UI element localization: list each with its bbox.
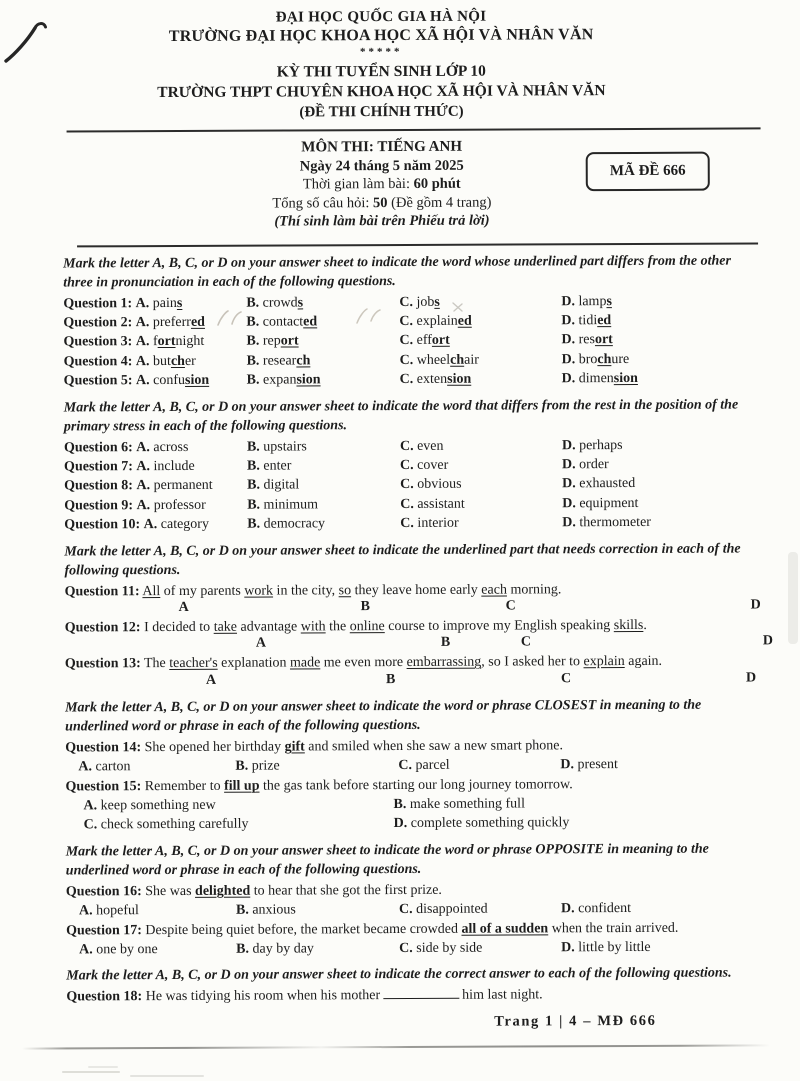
option-letter: C. bbox=[399, 352, 414, 368]
option-letter: D. bbox=[562, 495, 576, 512]
option-letter: C. bbox=[400, 516, 414, 532]
option bbox=[561, 330, 763, 350]
option-letter: C. bbox=[400, 496, 414, 512]
question-label: Question 9: bbox=[64, 497, 134, 514]
sentence-text: All of my parents work in the city, so they leave home early each morning. bbox=[142, 581, 562, 599]
question-label: Question 14: bbox=[65, 739, 142, 756]
option-letter: A. bbox=[135, 295, 150, 311]
duration-value: 60 phút bbox=[413, 175, 461, 192]
option-word: order bbox=[579, 457, 609, 473]
option-word: obvious bbox=[417, 477, 462, 493]
option-word: include bbox=[153, 458, 195, 475]
question-label: Question 2: bbox=[63, 315, 133, 331]
options-row bbox=[66, 899, 766, 921]
question-label: Question 17: bbox=[66, 922, 142, 939]
option bbox=[399, 900, 561, 920]
question-row bbox=[64, 513, 764, 535]
option-word: check something carefully bbox=[100, 817, 249, 833]
option-word: day by day bbox=[252, 941, 314, 957]
option bbox=[400, 494, 562, 514]
option bbox=[64, 371, 247, 391]
option bbox=[79, 901, 236, 921]
exam-date: Ngày 24 tháng 5 năm 2025 bbox=[299, 157, 464, 174]
option-letter: B. bbox=[246, 333, 260, 349]
option-letter: D. bbox=[561, 313, 576, 329]
question-label: Question 6: bbox=[63, 439, 133, 456]
option-word: perhaps bbox=[579, 437, 623, 453]
option bbox=[561, 291, 763, 311]
exam-school: TRƯỜNG THPT CHUYÊN KHOA HỌC XÃ HỘI VÀ NHÂN VĂN bbox=[157, 82, 606, 102]
option bbox=[399, 292, 561, 312]
option-word: resort bbox=[578, 332, 613, 348]
option-word: cover bbox=[417, 457, 449, 473]
answer-letter: B bbox=[440, 635, 451, 651]
exam-type: (ĐỀ THI CHÍNH THỨC) bbox=[299, 103, 464, 121]
option bbox=[400, 350, 562, 370]
option-letter: B. bbox=[235, 902, 249, 918]
option-letter: B. bbox=[246, 295, 260, 311]
option-word: equipment bbox=[579, 495, 639, 511]
option bbox=[560, 755, 765, 775]
sentence-text: I decided to take advantage with the online course to improve my English speaking skills. bbox=[140, 617, 647, 636]
option-word: report bbox=[262, 333, 299, 349]
section-instructions-opposite: Mark the letter A, B, C, or D on your answer sheet to indicate the word or phrase OPPOSITE in meaning to the underlined word or phrase in each of the following questions. bbox=[65, 841, 709, 879]
question-label: Question 7: bbox=[64, 459, 133, 475]
option-word: extension bbox=[416, 371, 472, 388]
option-letter: D. bbox=[561, 293, 575, 309]
option bbox=[247, 437, 400, 457]
page-edge-line bbox=[22, 1044, 770, 1049]
option-letter: A. bbox=[135, 334, 150, 350]
horizontal-rule-top bbox=[67, 127, 761, 132]
option bbox=[235, 756, 398, 776]
option bbox=[64, 351, 247, 371]
option bbox=[64, 457, 247, 477]
option-letter: A. bbox=[83, 798, 98, 814]
smudge-mark bbox=[450, 300, 466, 314]
option-letter: D. bbox=[561, 351, 576, 368]
option bbox=[64, 495, 247, 515]
option bbox=[247, 351, 400, 371]
option-word: butcher bbox=[153, 353, 196, 369]
answer-letter: A bbox=[178, 599, 189, 615]
option-letter: B. bbox=[235, 758, 249, 774]
option-word: disappointed bbox=[416, 901, 488, 918]
section-instructions-correct: Mark the letter A, B, C, or D on your answer sheet to indicate the correct answer to each of the following questions. bbox=[66, 966, 732, 984]
option-word: confident bbox=[578, 901, 631, 917]
option bbox=[562, 369, 764, 389]
option bbox=[562, 493, 764, 513]
option bbox=[561, 937, 766, 957]
answer-letter-row bbox=[65, 671, 765, 691]
option-letter: D. bbox=[562, 476, 576, 492]
university-name: ĐẠI HỌC QUỐC GIA HÀ NỘI bbox=[275, 8, 487, 26]
question-label: Question 1: bbox=[63, 295, 133, 311]
sentence-text: He was tidying his room when his mother him last night. bbox=[142, 987, 543, 1005]
option-word: preferred bbox=[152, 314, 205, 330]
option-word: anxious bbox=[252, 902, 296, 918]
option-word: exhausted bbox=[579, 476, 636, 492]
option-word: hopeful bbox=[96, 903, 139, 919]
option-letter: A. bbox=[143, 517, 158, 533]
option-letter: A. bbox=[136, 478, 151, 494]
blank-line bbox=[383, 986, 459, 999]
option-word: research bbox=[262, 353, 311, 369]
option-letter: A. bbox=[136, 497, 151, 513]
option-letter: B. bbox=[236, 941, 250, 957]
option bbox=[247, 370, 400, 390]
option-letter: A. bbox=[78, 759, 93, 775]
pencil-scribble bbox=[352, 306, 382, 326]
answer-letter: D bbox=[750, 597, 761, 613]
option-word: thermometer bbox=[579, 515, 651, 531]
option-letter: C. bbox=[398, 758, 412, 774]
option-letter: D. bbox=[560, 901, 575, 917]
option-word: fortnight bbox=[152, 334, 205, 350]
total-suffix: (Đề gồm 4 trang) bbox=[387, 194, 492, 211]
answer-letter: D bbox=[745, 670, 757, 686]
option bbox=[79, 940, 236, 960]
options-row bbox=[66, 937, 766, 959]
exam-code-box bbox=[586, 152, 710, 192]
option-letter: D. bbox=[561, 437, 576, 453]
option-letter: C. bbox=[399, 940, 413, 957]
option-letter: A. bbox=[78, 903, 93, 919]
option-letter: D. bbox=[393, 816, 408, 832]
option-word: across bbox=[153, 439, 189, 455]
option bbox=[561, 310, 763, 330]
option bbox=[393, 793, 765, 814]
option-word: digital bbox=[263, 477, 300, 493]
answer-letter: B bbox=[385, 671, 396, 687]
option-word: expansion bbox=[262, 372, 321, 388]
question-label: Question 4: bbox=[63, 353, 133, 370]
option-word: assistant bbox=[417, 496, 465, 512]
option-word: complete something quickly bbox=[410, 815, 570, 832]
option bbox=[400, 436, 562, 456]
option-letter: C. bbox=[399, 457, 414, 473]
option bbox=[84, 814, 394, 835]
option bbox=[399, 331, 561, 351]
subject-line: MÔN THI: TIẾNG ANH bbox=[301, 138, 463, 156]
option bbox=[562, 349, 764, 369]
option bbox=[236, 900, 399, 920]
section-instructions-stress: Mark the letter A, B, C, or D on your answer sheet to indicate the word that differs from the rest in the position of the primary stress in each of the following questions. bbox=[63, 397, 739, 435]
option-letter: B. bbox=[246, 372, 260, 388]
option-letter: C. bbox=[399, 372, 414, 388]
stress-questions bbox=[64, 435, 764, 535]
option-word: present bbox=[577, 757, 618, 773]
pencil-scribble bbox=[214, 308, 244, 328]
sentence-text: Remember to fill up the gas tank before starting our long journey tomorrow. bbox=[141, 776, 573, 794]
option-letter: A. bbox=[79, 942, 93, 958]
option-letter: D. bbox=[561, 457, 576, 473]
duration-label: Thời gian làm bài: bbox=[302, 175, 414, 193]
option-word: crowds bbox=[262, 294, 304, 311]
option-word: parcel bbox=[415, 757, 450, 774]
option bbox=[398, 755, 560, 775]
option-letter: C. bbox=[399, 333, 414, 349]
option-letter: A. bbox=[135, 373, 150, 389]
option bbox=[64, 476, 247, 496]
option bbox=[246, 331, 399, 351]
option bbox=[247, 495, 400, 515]
candidate-note: (Thí sinh làm bài trên Phiếu trả lời) bbox=[274, 212, 490, 230]
option-letter: B. bbox=[247, 497, 261, 513]
sentence-text: The teacher's explanation made me even more embarrassing, so I asked her to explain again. bbox=[140, 654, 663, 672]
option-letter: C. bbox=[399, 438, 414, 454]
question-row bbox=[64, 369, 764, 391]
question-label: Question 11: bbox=[64, 583, 140, 600]
option bbox=[63, 332, 246, 352]
option-letter: C. bbox=[83, 817, 98, 833]
option-word: keep something new bbox=[100, 797, 216, 814]
option-word: brochure bbox=[578, 351, 630, 367]
option-letter: B. bbox=[393, 796, 407, 813]
option bbox=[83, 795, 393, 816]
answer-letter: C bbox=[520, 634, 531, 650]
option bbox=[562, 454, 764, 474]
option-letter: B. bbox=[247, 477, 260, 494]
scan-smudge bbox=[88, 1066, 118, 1068]
option-letter: D. bbox=[560, 757, 574, 773]
answer-letter: A bbox=[255, 635, 266, 652]
exam-info-block bbox=[1, 136, 763, 232]
option-word: confusion bbox=[153, 372, 210, 389]
answer-letter: C bbox=[560, 671, 572, 687]
option bbox=[64, 437, 247, 457]
option-word: category bbox=[160, 516, 209, 533]
sentence-text: She was delighted to hear that she got the first prize. bbox=[141, 882, 442, 899]
question-label: Question 3: bbox=[63, 334, 133, 350]
page-number-footer: Trang 1 | 4 – MĐ 666 bbox=[494, 1012, 657, 1030]
sentence-text: Despite being quiet before, the market became crowded all of a sudden when the train arrived. bbox=[141, 920, 679, 938]
option bbox=[400, 455, 562, 475]
option-letter: B. bbox=[247, 516, 261, 532]
option-letter: D. bbox=[561, 332, 576, 348]
option-word: side by side bbox=[416, 940, 483, 956]
option-letter: C. bbox=[399, 294, 413, 310]
document-header bbox=[0, 0, 763, 124]
exam-code-label: MÃ ĐỀ 666 bbox=[609, 163, 686, 180]
option-letter: C. bbox=[398, 902, 413, 918]
question-body bbox=[63, 251, 773, 1034]
option-word: little by little bbox=[578, 939, 651, 956]
option-word: enter bbox=[263, 458, 292, 474]
option-letter: B. bbox=[246, 439, 260, 455]
question-label: Question 5: bbox=[63, 373, 133, 389]
answer-letter-row bbox=[65, 633, 773, 655]
option-word: effort bbox=[416, 333, 450, 349]
option bbox=[562, 513, 764, 533]
school-name: TRƯỜNG ĐẠI HỌC KHOA HỌC XÃ HỘI VÀ NHÂN VĂN bbox=[168, 26, 594, 46]
option-word: carton bbox=[95, 759, 131, 775]
section-instructions-pronunciation: Mark the letter A, B, C, or D on your answer sheet to indicate the word whose underlined part differs from the other three in pronunciation in each of the following questions. bbox=[63, 253, 731, 290]
scan-smudge bbox=[788, 552, 798, 644]
question-label: Question 8: bbox=[64, 478, 133, 494]
total-value: 50 bbox=[372, 194, 388, 211]
question-sentence bbox=[66, 985, 766, 1007]
option-letter: B. bbox=[246, 458, 260, 474]
option-word: dimension bbox=[578, 371, 638, 387]
option-letter: D. bbox=[561, 371, 576, 387]
option-letter: A. bbox=[136, 439, 150, 455]
scan-smudge bbox=[62, 1071, 120, 1073]
option-word: explained bbox=[416, 313, 472, 329]
section-instructions-closest: Mark the letter A, B, C, or D on your answer sheet to indicate the word or phrase CLOSEST in meaning to the underlined word or phrase in each of the following questions. bbox=[65, 697, 702, 735]
question-label: Question 12: bbox=[64, 620, 141, 636]
option-word: contacted bbox=[262, 314, 318, 330]
question-label: Question 18: bbox=[66, 989, 143, 1005]
option bbox=[399, 938, 561, 958]
option bbox=[394, 813, 766, 834]
question-label: Question 10: bbox=[64, 517, 141, 533]
stars-separator: ***** bbox=[359, 45, 403, 59]
option-letter: B. bbox=[246, 353, 260, 369]
option-letter: A. bbox=[135, 353, 150, 369]
answer-letter: D bbox=[762, 633, 773, 649]
option-letter: D. bbox=[562, 515, 576, 531]
option bbox=[562, 435, 764, 455]
question-label: Question 13: bbox=[64, 656, 141, 672]
option-word: democracy bbox=[263, 516, 326, 532]
option bbox=[247, 475, 400, 495]
option-word: tidied bbox=[578, 312, 612, 329]
option-letter: D. bbox=[561, 940, 575, 956]
option bbox=[400, 513, 562, 533]
option-word: professor bbox=[153, 497, 206, 513]
option-word: interior bbox=[417, 515, 459, 532]
option-letter: B. bbox=[246, 314, 260, 330]
answer-letter: C bbox=[505, 598, 516, 614]
option-letter: A. bbox=[135, 315, 150, 331]
answer-letter: A bbox=[205, 672, 217, 688]
option bbox=[561, 899, 766, 919]
pronunciation-questions bbox=[63, 291, 763, 391]
option bbox=[400, 369, 562, 389]
option-word: permanent bbox=[153, 478, 213, 494]
option bbox=[236, 939, 399, 959]
option-word: even bbox=[417, 438, 444, 454]
section-instructions-error: Mark the letter A, B, C, or D on your answer sheet to indicate the underlined part that needs correction in each of the following questions. bbox=[64, 541, 741, 579]
option-word: upstairs bbox=[263, 438, 307, 455]
total-label: Tổng số câu hỏi: bbox=[272, 194, 374, 212]
option-word: wheelchair bbox=[416, 352, 479, 368]
option bbox=[400, 475, 562, 495]
option bbox=[247, 514, 400, 534]
options-row bbox=[65, 793, 765, 835]
option bbox=[562, 474, 764, 494]
option-word: jobs bbox=[416, 294, 440, 310]
answer-letter-row bbox=[65, 598, 765, 618]
exam-title: KỲ THI TUYỂN SINH LỚP 10 bbox=[276, 62, 486, 81]
question-label: Question 15: bbox=[65, 778, 142, 795]
option-letter: C. bbox=[400, 477, 414, 493]
options-row bbox=[65, 755, 765, 777]
answer-letter: B bbox=[360, 599, 371, 615]
option bbox=[78, 757, 235, 777]
option-word: one by one bbox=[96, 942, 158, 958]
option bbox=[64, 515, 247, 535]
option bbox=[247, 456, 400, 476]
option-letter: A. bbox=[136, 459, 151, 475]
option-word: pains bbox=[152, 295, 183, 311]
sentence-text: She opened her birthday gift and smiled when she saw a new smart phone. bbox=[141, 738, 563, 755]
option-word: minimum bbox=[263, 497, 319, 513]
option-letter: C. bbox=[399, 313, 414, 329]
option-word: lamps bbox=[578, 293, 612, 309]
horizontal-rule-info bbox=[77, 242, 758, 247]
option bbox=[399, 311, 561, 331]
question-label: Question 16: bbox=[65, 883, 142, 900]
scan-smudge bbox=[130, 1075, 204, 1077]
option-word: prize bbox=[251, 758, 280, 774]
option-word: make something full bbox=[409, 796, 525, 812]
